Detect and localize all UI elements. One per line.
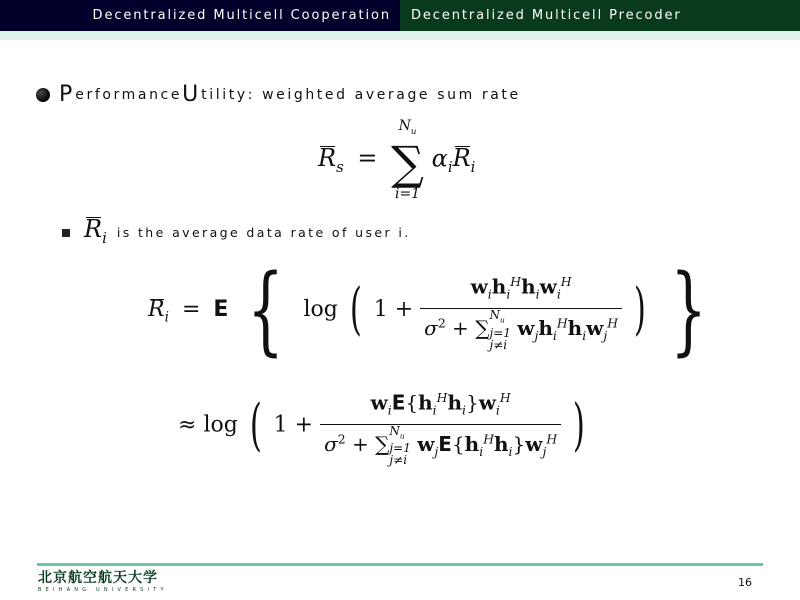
equation-average-rate-line2: ≈ log ( 1 + $w_iE\{h_i^Hh_i\}w_i^H$ $\sigma^2 + \sum N_u$ j=1 j≠i $w_jE\{h_i^Hh_i\}w_j^H$ ) xyxy=(178,385,590,466)
sub-bullet-symbol-sub: i xyxy=(102,228,107,247)
eq1-alpha-sub: i xyxy=(447,158,453,177)
eq1-sum-upper-sub: u xyxy=(410,126,417,137)
header-nav xyxy=(0,0,800,31)
university-logo xyxy=(38,570,178,596)
eq2-expectation: E xyxy=(213,297,229,322)
header-divider xyxy=(0,31,800,40)
term-utility-rest: tility xyxy=(201,86,248,103)
nav-section-label: Decentralized Multicell Cooperation xyxy=(92,8,391,23)
eq2-sum-lower-1: j=1 xyxy=(489,325,511,340)
eq2-fraction: $w_ih_i^Hh_iw_i^H$ $\sigma^2 + \sum N_u$ j=1 j≠i $w_jh_i^Hh_iw_j^H$ xyxy=(420,269,622,350)
eq2-approx-fraction: $w_iE\{h_i^Hh_i\}w_i^H$ $\sigma^2 + \sum N_u$ j=1 j≠i $w_jE\{h_i^Hh_i\}w_j^H$ xyxy=(320,385,561,466)
page-number: 16 xyxy=(738,576,752,589)
eq1-alpha: α xyxy=(431,144,448,173)
sub-bullet-symbol-wrap xyxy=(84,215,107,247)
bullet-dot-icon xyxy=(36,88,50,102)
term-initial-u: U xyxy=(182,82,202,107)
eq2-sigma: σ xyxy=(424,316,438,341)
eq1-sum-lower: i=1 xyxy=(394,185,421,202)
eq2-one-plus: 1 + xyxy=(373,297,414,322)
nav-subsection-label: Decentralized Multicell Precoder xyxy=(411,8,682,23)
logo-chinese-text: 北京航空航天大学 xyxy=(38,570,158,586)
eq1-lhs-symbol: R xyxy=(318,144,337,173)
nav-subsection-link[interactable] xyxy=(400,0,800,31)
eq1-rate-symbol: R xyxy=(452,144,471,173)
eq1-sum-upper: N xyxy=(398,118,411,134)
eq2-sum-upper-sub: u xyxy=(499,315,505,325)
eq2-log: log xyxy=(303,297,338,322)
eq2-sum-upper: N xyxy=(489,308,500,323)
eq1-summation: $N_u$ ∑ i=1 xyxy=(391,118,424,202)
sub-bullet-symbol: R xyxy=(84,215,103,243)
sub-bullet-average-rate xyxy=(62,215,411,247)
footer-divider xyxy=(37,563,763,566)
eq1-rate-sub: i xyxy=(470,158,476,177)
eq2-lhs-sub: i xyxy=(164,309,169,326)
logo-english-text: BEIHANG UNIVERSITY xyxy=(38,587,168,593)
eq2-approx: ≈ xyxy=(178,412,197,438)
eq1-lhs-sub: s xyxy=(336,158,344,177)
sub-bullet-text: is the average data rate of user i. xyxy=(116,225,411,241)
square-bullet-icon xyxy=(62,229,70,237)
eq2-sum-lower-2: j≠i xyxy=(489,337,508,352)
eq2-lhs-symbol: R xyxy=(148,297,165,322)
bullet-performance-utility xyxy=(36,82,521,107)
term-performance-rest: erformance xyxy=(75,86,183,103)
equation-average-rate-line1: $R_i = E$ { log ( 1 + $w_ih_i^Hh_iw_i^H$ $\sigma^2 + \sum N_u$ j=1 j≠i $w_jh_i^Hh_iw_j^H$ ) } xyxy=(148,254,707,366)
nav-section-link[interactable] xyxy=(0,0,400,31)
equation-sum-rate: $R_s$ = $N_u$ ∑ i=1 $\alpha_iR_i$ xyxy=(318,118,476,202)
term-initial-p: P xyxy=(59,82,76,107)
bullet-description: : weighted average sum rate xyxy=(247,86,521,103)
